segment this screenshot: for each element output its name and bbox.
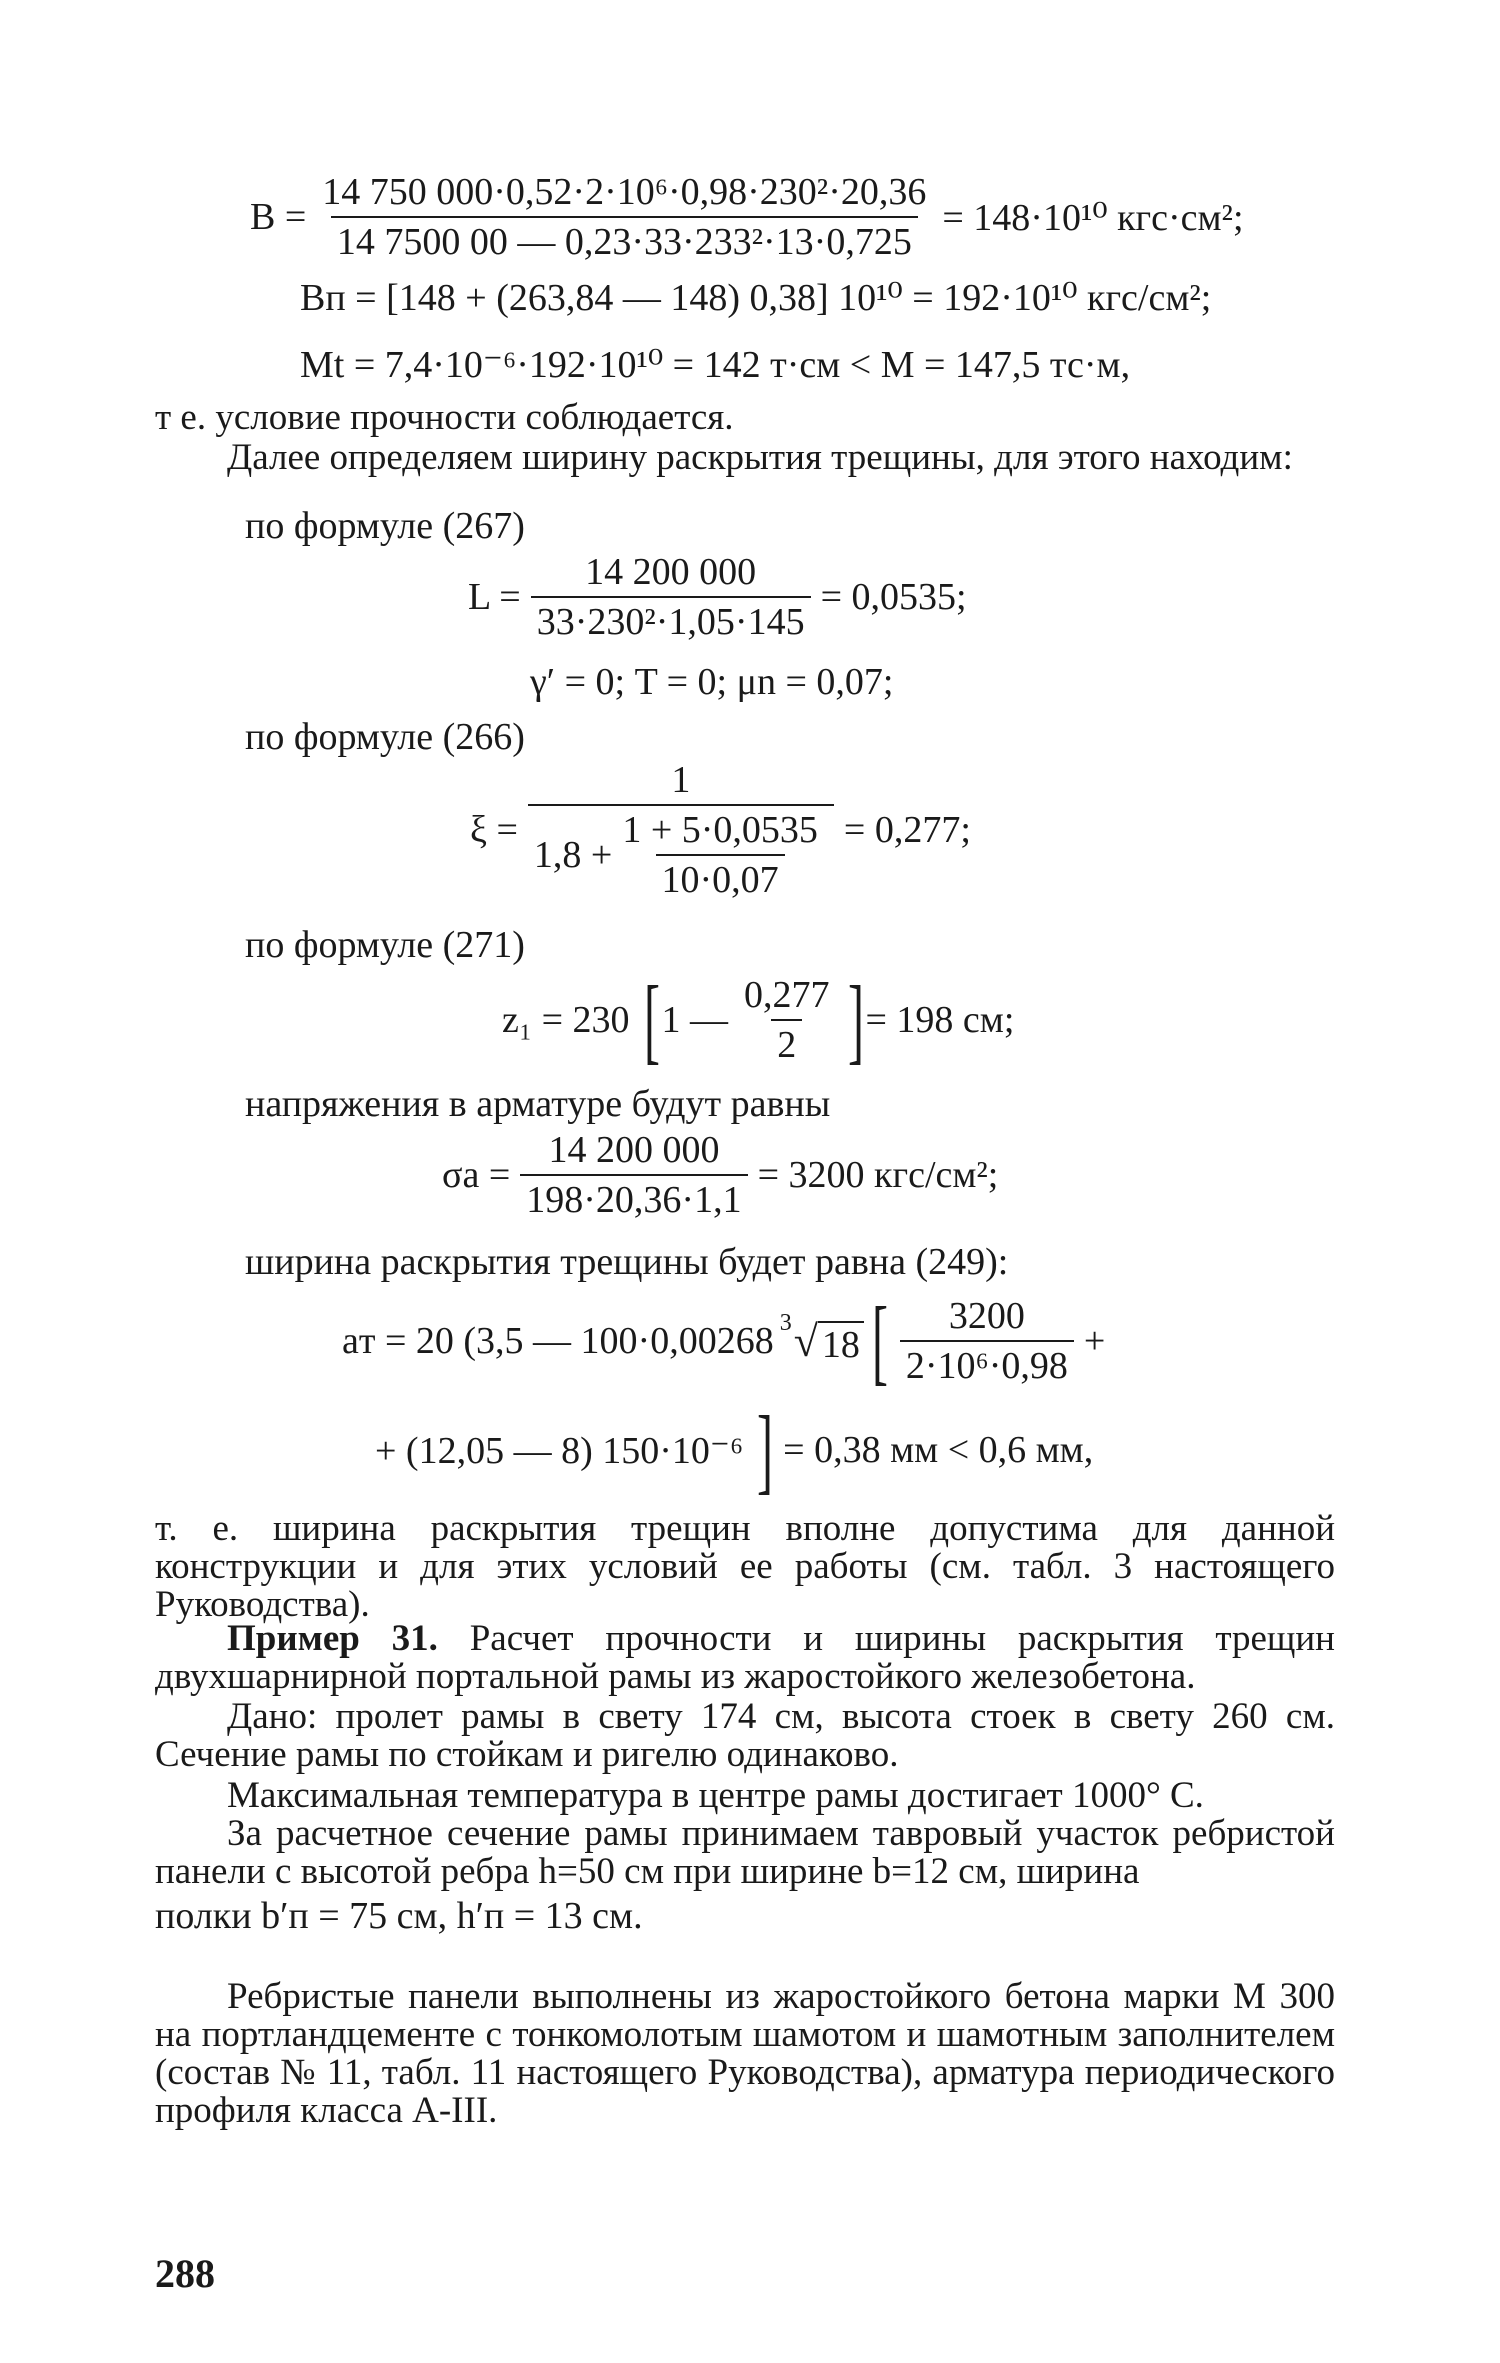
equation-at — [342, 1287, 1106, 1394]
eq-a-numerator: 3200 — [948, 1295, 1025, 1337]
eq-b-lhs: B = — [250, 196, 307, 238]
eq-a-denominator: 2·10⁶·0,98 — [900, 1340, 1074, 1386]
root-value: 18 — [818, 1321, 864, 1367]
panels-paragraph: Ребристые панели выполнены из жаростойкого бетона марки М 300 на портландцементе с тонкомолотым шамотом и шамотным заполнителем (состав № 11, табл. 11 настоящего Руководства), арматура периодического профиля класса А-III. — [155, 1976, 1335, 2131]
eq-sigma-rhs: = 3200 кгс/см²; — [757, 1154, 999, 1196]
eq-z-denominator: 2 — [771, 1019, 802, 1065]
eq-l-numerator: 14 200 000 — [585, 551, 757, 593]
example-31-paragraph: Пример 31. Расчет прочности и ширины раскрытия трещин двухшарнирной портальной рамы из жаростойкого железобетона. — [155, 1618, 1335, 1697]
eq-z-inner-term: 1 — — [661, 999, 729, 1041]
equation-at-line2 — [375, 1396, 1094, 1503]
right-bracket-a: ] — [757, 1396, 774, 1503]
section-paragraph: За расчетное сечение рамы принимаем тавровый участок ребристой панели с высотой ребра h=50 см при ширине b=12 см, ширина — [155, 1813, 1335, 1892]
eq-xi-fraction — [528, 760, 834, 900]
equation-bp: Bп = [148 + (263,84 — 148) 0,38] 10¹⁰ = 192·10¹⁰ кгс/см²; — [300, 277, 1212, 319]
eq-b-numerator: 14 750 000·0,52·2·10⁶·0,98·230²·20,36 — [322, 171, 927, 213]
eq-b-denominator: 14 7500 00 — 0,23·33·233²·13·0,725 — [331, 216, 918, 262]
equation-l — [468, 552, 967, 642]
formula-267-label: по формуле (267) — [245, 505, 525, 547]
crack-width-line: ширина раскрытия трещины будет равна (249): — [245, 1241, 1009, 1283]
eq-a-lhs: aт = 20 (3,5 — 100·0,00268 — [342, 1320, 774, 1362]
eq-xi-denominator — [528, 804, 834, 900]
eq-z-fraction — [738, 975, 836, 1065]
eq-a-rhs: = 0,38 мм < 0,6 мм, — [783, 1429, 1094, 1471]
eq-xi-inner-numerator: 1 + 5·0,0535 — [622, 809, 818, 851]
eq-sigma-fraction — [520, 1130, 747, 1220]
eq-sigma-denominator: 198·20,36·1,1 — [520, 1174, 747, 1220]
eq-xi-den-term: 1,8 + — [533, 834, 613, 876]
max-temperature-paragraph: Максимальная температура в центре рамы достигает 1000° С. — [227, 1775, 1204, 1816]
flange-line: полки b′п = 75 см, h′п = 13 см. — [155, 1895, 643, 1937]
eq-sigma-lhs: σа = — [442, 1154, 511, 1196]
eq-l-denominator: 33·230²·1,05·145 — [531, 596, 811, 642]
equation-mt: Mt = 7,4·10⁻⁶·192·10¹⁰ = 142 т·см < M = 147,5 тс·м, — [300, 344, 1131, 386]
example-label: Пример 31. — [227, 1618, 438, 1659]
left-bracket-a: [ — [871, 1287, 888, 1394]
radical-sign: √ — [793, 1316, 818, 1366]
conclusion-paragraph: т. е. ширина раскрытия трещин вполне допустима для данной конструкции и для этих условий ее работы (см. табл. 3 настоящего Руководства). — [155, 1508, 1335, 1625]
root-index: 3 — [779, 1309, 792, 1336]
eq-b-rhs: = 148·10¹⁰ кгс·см²; — [942, 196, 1244, 239]
right-bracket: ] — [847, 966, 864, 1073]
stress-line: напряжения в арматуре будут равны — [245, 1083, 831, 1125]
eq-z-numerator: 0,277 — [744, 974, 830, 1016]
eq-a-line2: + (12,05 — 8) 150·10⁻⁶ — [375, 1429, 744, 1472]
formula-271-label: по формуле (271) — [245, 924, 525, 966]
formula-266-label: по формуле (266) — [245, 716, 525, 758]
left-bracket: [ — [643, 966, 660, 1073]
eq-a-plus: + — [1083, 1320, 1106, 1362]
given-paragraph: Дано: пролет рамы в свету 174 см, высота стоек в свету 260 см. Сечение рамы по стойкам и ригелю одинаково. — [155, 1696, 1335, 1775]
eq-sigma-numerator: 14 200 000 — [548, 1129, 720, 1171]
page-number: 288 — [155, 2251, 215, 2296]
eq-xi-inner-denominator: 10·0,07 — [656, 854, 785, 900]
eq-l-rhs: = 0,0535; — [820, 576, 967, 618]
equation-sigma — [442, 1130, 998, 1220]
equation-b — [250, 172, 1244, 262]
eq-xi-lhs: ξ = — [470, 809, 518, 851]
equation-z1 — [502, 966, 1015, 1073]
eq-l-lhs: L = — [468, 576, 521, 618]
strength-condition-line: т е. условие прочности соблюдается. — [155, 397, 734, 438]
equation-xi — [470, 760, 971, 900]
eq-z-lhs: z₁ = 230 — [502, 999, 630, 1041]
eq-xi-inner-fraction — [616, 810, 824, 900]
eq-z-rhs: = 198 см; — [865, 999, 1015, 1041]
eq-a-fraction — [900, 1296, 1074, 1386]
equation-gamma: γ′ = 0; T = 0; μn = 0,07; — [530, 661, 894, 703]
eq-b-fraction — [316, 172, 932, 262]
eq-l-fraction — [531, 552, 811, 642]
eq-xi-rhs: = 0,277; — [843, 809, 971, 851]
eq-xi-numerator: 1 — [671, 759, 691, 801]
crack-intro-paragraph: Далее определяем ширину раскрытия трещины, для этого находим: — [227, 437, 1293, 478]
cube-root — [779, 1309, 864, 1367]
